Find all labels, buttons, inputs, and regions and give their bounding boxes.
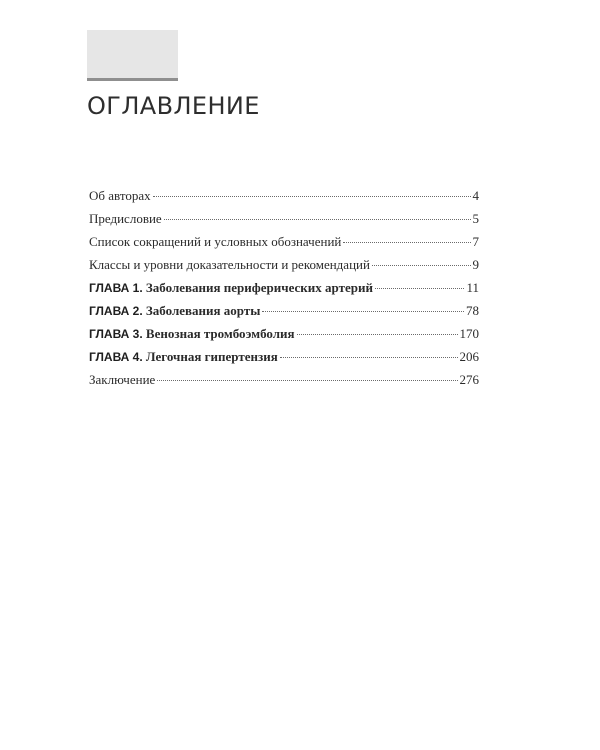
dot-leader (375, 288, 465, 289)
toc-entry-chapter-2[interactable] (89, 303, 479, 326)
dot-leader (372, 265, 471, 266)
dot-leader (164, 219, 471, 220)
toc-entry-title (89, 349, 278, 365)
toc-page-number: 276 (459, 372, 479, 387)
decorative-header-block (87, 30, 178, 81)
toc-entry-title: Заключение (89, 372, 156, 387)
chapter-number: ГЛАВА 4. (89, 350, 143, 364)
dot-leader (153, 196, 471, 197)
toc-page-number: 11 (466, 280, 479, 295)
toc-entry-title: Об авторах (89, 188, 151, 203)
chapter-number: ГЛАВА 1. (89, 281, 143, 295)
chapter-title: Венозная тромбоэмболия (145, 326, 295, 341)
chapter-number: ГЛАВА 3. (89, 327, 143, 341)
toc-entry-preface[interactable] (89, 211, 479, 234)
toc-page-number: 206 (459, 349, 479, 364)
toc-entry-about-authors[interactable] (89, 188, 479, 211)
chapter-title: Заболевания аорты (145, 303, 261, 318)
toc-page-number: 4 (472, 188, 479, 203)
toc-entry-abbreviations[interactable] (89, 234, 479, 257)
dot-leader (157, 380, 457, 381)
toc-entry-evidence-classes[interactable] (89, 257, 479, 280)
toc-page-number: 5 (472, 211, 479, 226)
toc-entry-title (89, 326, 295, 342)
toc-entry-chapter-3[interactable] (89, 326, 479, 349)
toc-entry-chapter-1[interactable] (89, 280, 479, 303)
toc-entry-title: Список сокращений и условных обозначений (89, 234, 342, 249)
chapter-number: ГЛАВА 2. (89, 304, 143, 318)
toc-entry-title (89, 280, 373, 296)
toc-entry-title (89, 303, 260, 319)
toc-entry-chapter-4[interactable] (89, 349, 479, 372)
chapter-title: Заболевания периферических артерий (145, 280, 373, 295)
toc-page-number: 78 (466, 303, 479, 318)
toc-entry-title: Классы и уровни доказательности и рекомендаций (89, 257, 370, 272)
toc-entry-conclusion[interactable] (89, 372, 479, 395)
dot-leader (343, 242, 470, 243)
toc-page-number: 7 (472, 234, 479, 249)
page-title: ОГЛАВЛЕНИЕ (87, 92, 260, 120)
dot-leader (297, 334, 458, 335)
toc-page-number: 170 (459, 326, 479, 341)
dot-leader (262, 311, 464, 312)
chapter-title: Легочная гипертензия (145, 349, 278, 364)
table-of-contents (89, 188, 479, 395)
dot-leader (280, 357, 458, 358)
toc-page-number: 9 (472, 257, 479, 272)
toc-entry-title: Предисловие (89, 211, 162, 226)
